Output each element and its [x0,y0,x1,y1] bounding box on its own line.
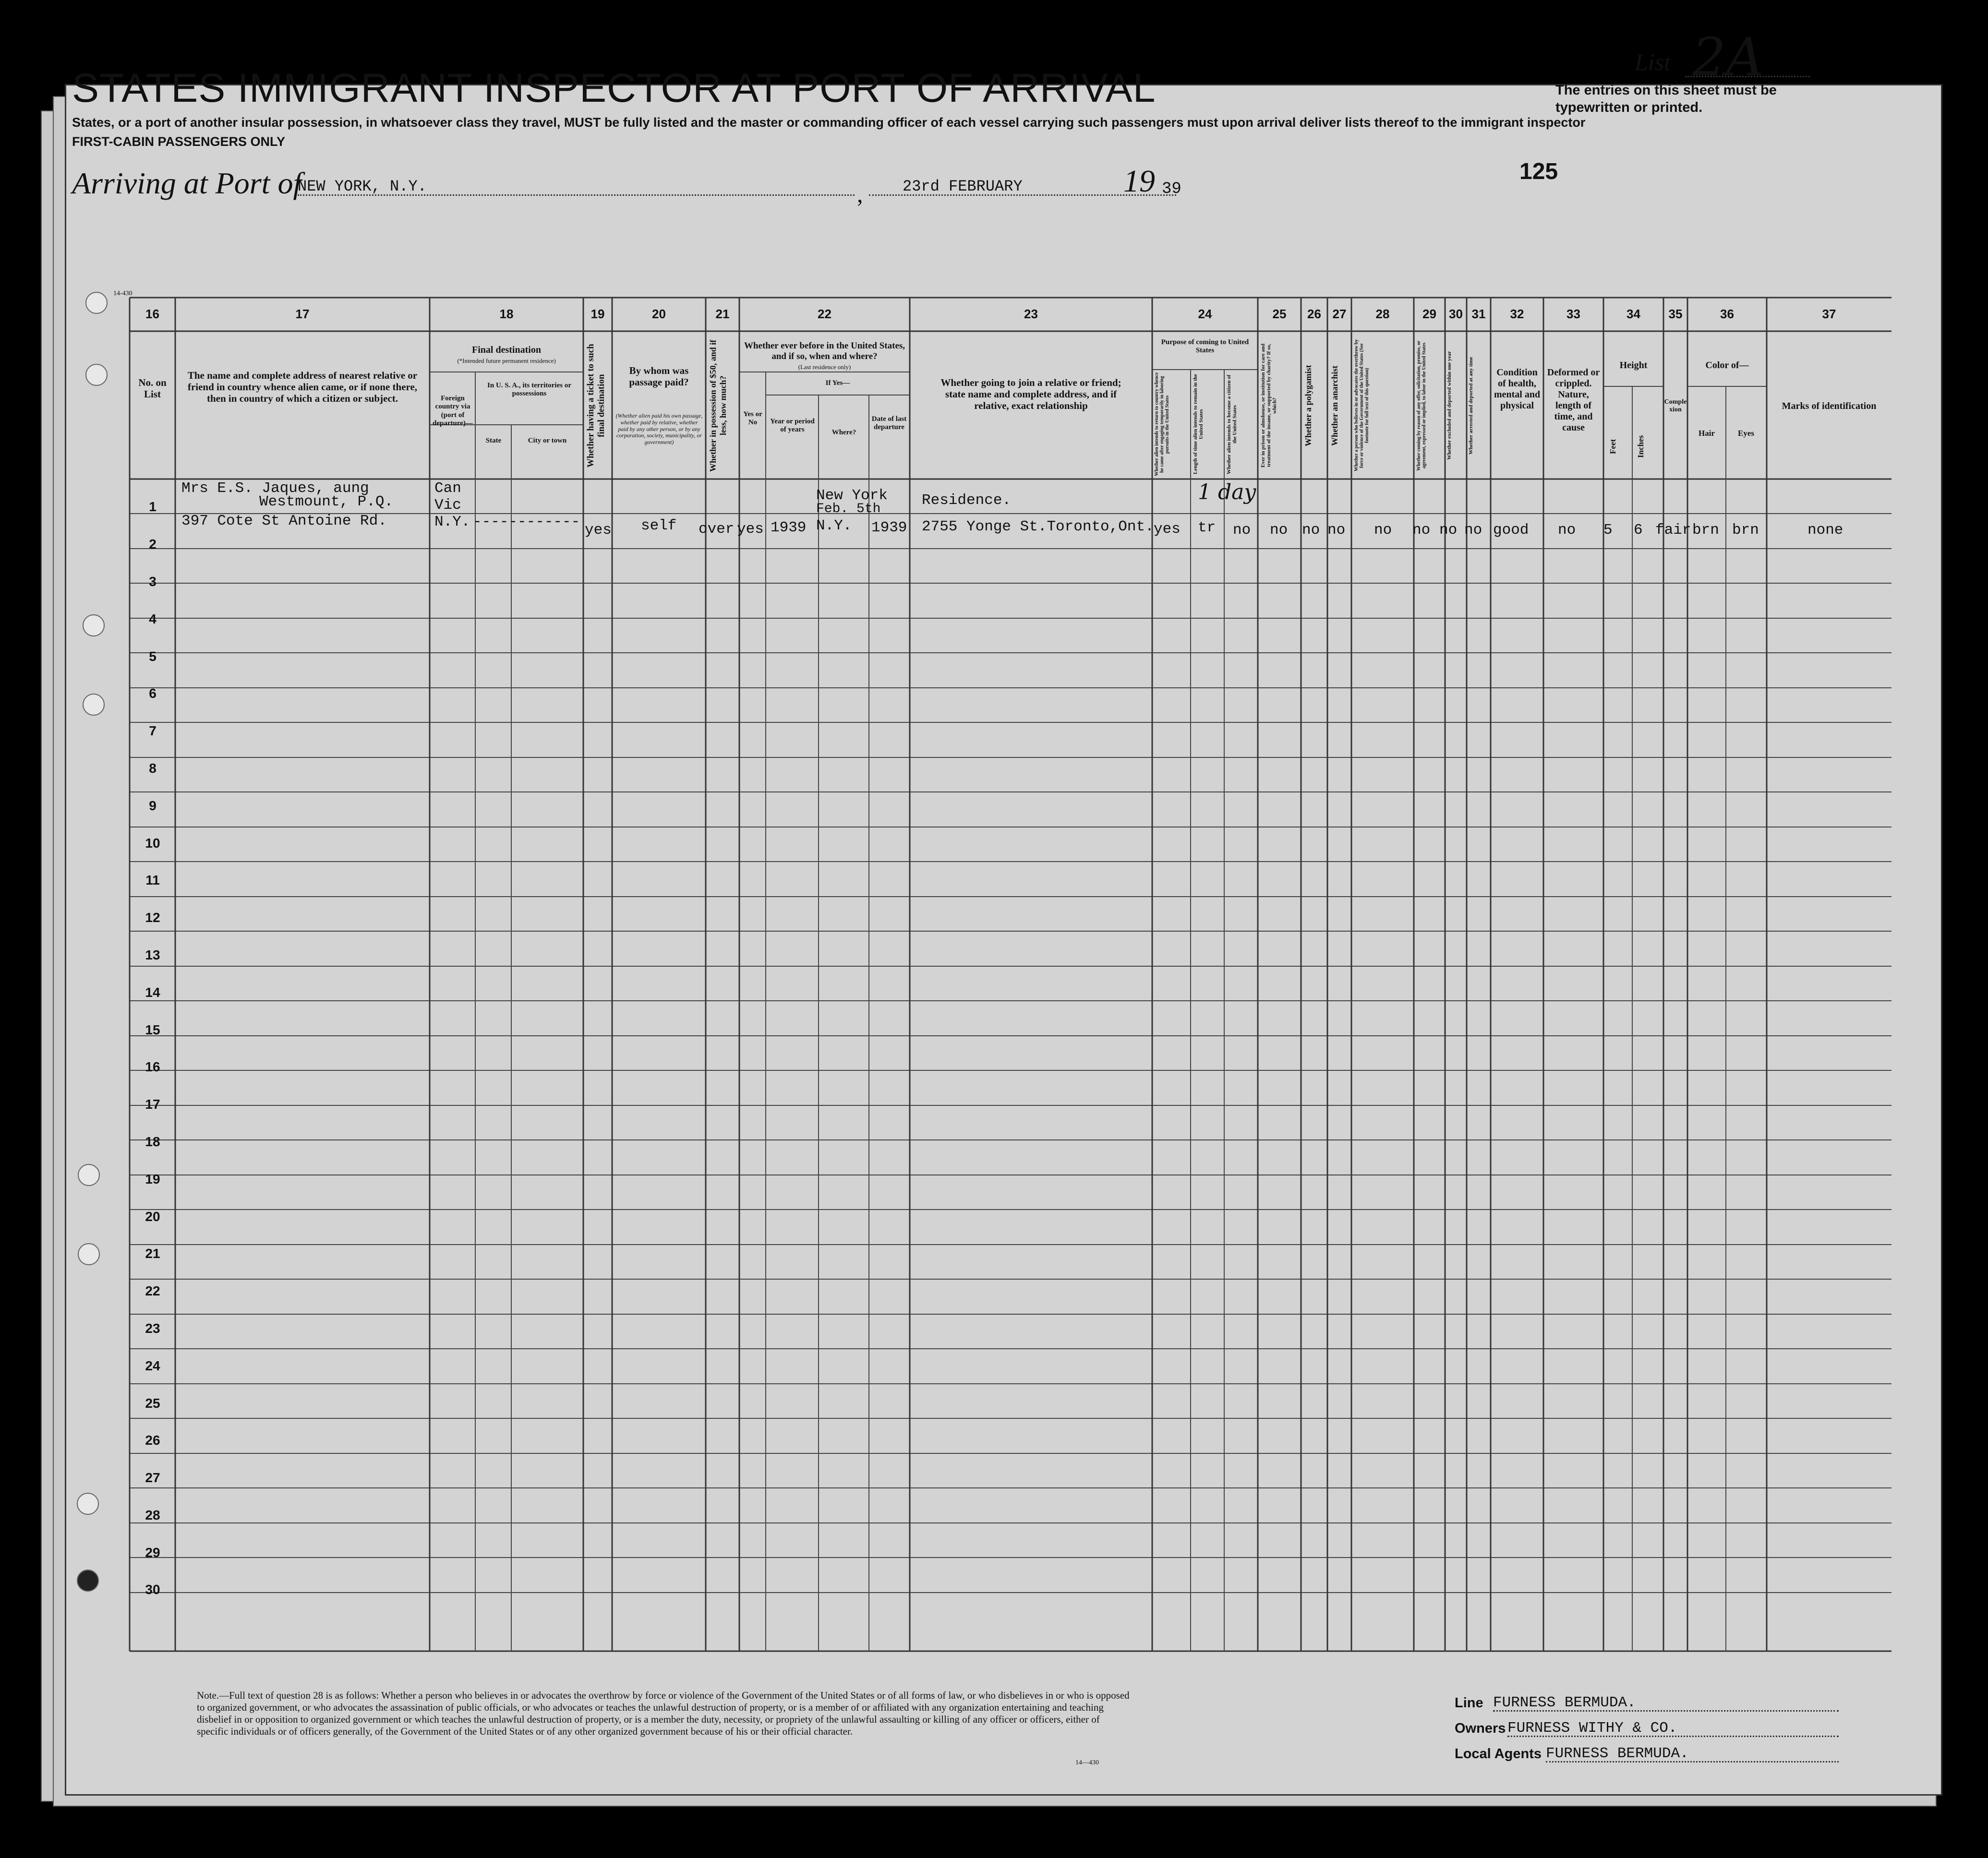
row-number: 13 [145,947,160,962]
header-fifty-dollars: Whether in possession of $50, and if less, how much? [708,339,728,472]
row-number: 4 [149,611,157,626]
row-number: 12 [145,910,160,925]
entry-relative-city: Westmount, P.Q. [259,493,394,510]
header-in-usa: In U. S. A., its territories or possessions [487,382,571,398]
entry-relative-street: 397 Cote St Antoine Rd. [181,513,387,529]
entry-anarchist: no [1327,522,1346,539]
row-number: 10 [145,836,160,851]
header-prison: Ever in prison or almshouse, or institution for care and treatment of the insane, or supported by charity? If so, which? [1260,343,1277,468]
col-num-21: 21 [715,307,730,321]
header-inches: Inches [1636,435,1645,458]
entry-before-yes: yes [737,521,764,538]
entry-deported: no [1464,522,1482,539]
entry-ticket: yes [585,522,612,539]
col-num-18: 18 [499,307,514,321]
entry-passage-paid: self [641,517,677,534]
header-if-yes: If Yes— [825,379,850,387]
row-number: 11 [145,873,160,887]
row-number: 2 [149,537,157,551]
owners-underline [1507,1736,1839,1737]
header-arrested: Whether arrested and deported at any time [1468,357,1474,455]
header-feet: Feet [1608,439,1617,454]
col-num-34: 34 [1627,307,1640,321]
footer-form-code: 14—430 [1075,1759,1099,1766]
row-number: 7 [149,723,157,738]
header-health: Condition of health, mental and physical [1494,367,1541,411]
header-polygamist: Whether a polygamist [1303,365,1313,446]
entry-foreign-via: Vic [434,497,461,514]
col-num-25: 25 [1272,307,1287,321]
entry-marks: none [1807,522,1843,539]
row-number: 24 [145,1358,160,1373]
row-number: 28 [145,1508,160,1522]
entry-before-year: 1939 [771,519,807,536]
agents-value: FURNESS BERMUDA. [1546,1745,1689,1762]
row-number: 19 [145,1172,160,1187]
header-join-relative: Whether going to join a relative or friend; state name and complete address, and if relative, exact relationship [940,377,1121,412]
header-final-destination-sub: (*Intended future permanent residence) [457,357,556,364]
entry-eyes: brn [1732,522,1759,539]
entry-where-state: N.Y. [816,517,852,534]
col-num-19: 19 [590,307,605,321]
entry-health: good [1493,522,1529,539]
col-num-23: 23 [1024,307,1038,321]
arriving-label: Arriving at Port of [72,166,302,200]
header-eyes: Eyes [1738,429,1754,438]
passenger-class: FIRST-CABIN PASSENGERS ONLY [72,134,286,149]
header-last-residence: (Last residence only) [798,363,851,371]
header-overthrow: Whether a person who believes in or advocates the overthrow by force or violence of the Government of the United States (See footnote for full text of this question) [1354,339,1370,472]
entry-inches: 6 [1634,522,1643,539]
header-final-destination: Final destination [472,345,541,355]
col-num-36: 36 [1720,307,1734,321]
entry-deformed: no [1558,522,1576,539]
col-num-33: 33 [1566,307,1580,321]
entry-stay: tr [1198,519,1216,536]
entry-stay-handwritten: 1 day [1198,480,1256,504]
agents-underline [1546,1761,1839,1762]
header-ticket: Whether having a ticket to such final destination [586,344,606,467]
row-number: 3 [149,574,157,589]
col-num-31: 31 [1471,307,1486,321]
header-state: State [485,437,502,444]
entry-feet: 5 [1603,522,1613,539]
line-label: Line [1455,1695,1483,1711]
header-length-stay: Length of time alien intends to remain in the United States [1193,374,1204,475]
col-num-32: 32 [1510,307,1524,321]
header-become-citizen: Whether alien intends to become a citizen of the United States [1226,374,1238,474]
form-code: 14-430 [113,290,133,297]
year-prefix: 19 [1123,164,1155,199]
list-number: 2A [1692,26,1764,88]
entry-foreign-country: Can [434,480,461,497]
col-num-27: 27 [1332,307,1347,321]
row-number: 21 [145,1246,160,1261]
row-number: 20 [145,1209,160,1224]
header-year: Year or period of years [770,418,815,434]
header-no-on-list: No. on List [138,377,167,400]
subtitle-line: States, or a port of another insular possession, in whatsoever class they travel, MUST be fully listed and the master or commanding officer of each vessel carrying such passengers must upon arrival deliver lists thereof to the immigrant inspector [72,115,1586,130]
col-num-29: 29 [1422,307,1436,321]
entry-join-address: 2755 Yonge St.Toronto,Ont. [922,518,1154,535]
entry-destination-dashes: ------------ [473,514,580,530]
row-number: 1 [149,499,157,514]
line-underline [1493,1710,1839,1712]
header-height: Height [1619,360,1648,371]
header-city: City or town [528,437,567,444]
header-labor-offer: Whether coming by reason of any offer, solicitation, promise, or agreement, expressed or implied, to labor in the United States [1416,340,1427,471]
row-number: 27 [145,1470,160,1485]
comma: , [857,180,863,207]
header-where: Where? [831,429,856,436]
header-date-departure: Date of last departure [871,415,907,432]
entry-overthrow: no [1374,522,1392,539]
header-marks: Marks of identification [1782,401,1877,411]
owners-label: Owners [1455,1721,1506,1736]
entry-return: yes [1154,521,1181,538]
row-number: 6 [149,686,157,701]
header-purpose: Purpose of coming to United States [1161,338,1249,355]
entry-money: over [699,521,735,538]
footnote-question-28: Note.—Full text of question 28 is as follows: Whether a person who believes in or advocates the overthrow by force or violence of the Government of the United States or of all forms of law, or who disbelieves in or who is opposed to organized government, or who advocates the assassination of public officials, or who advocates or teaches the unlawful destruction of property, or is a member of or affiliated with any organization entertaining and teaching disbelief in or opposition to organized government or which teaches the unlawful destruction of property, or is a member the duty, necessity, or propriety of the unlawful assaulting or killing of any officer or officers, either of specific individuals or of officers generally, of the Government of the United States or of any other organized government because of his or their official character. [197,1690,1130,1737]
header-complexion: Complexion [1664,398,1687,414]
col-num-35: 35 [1668,307,1683,321]
entries-note: The entries on this sheet must be typewritten or printed. [1555,83,1777,115]
entry-hair: brn [1692,522,1719,539]
col-num-37: 37 [1822,307,1836,321]
header-anarchist: Whether an anarchist [1330,365,1339,446]
entry-citizen: no [1233,522,1251,539]
col-num-28: 28 [1375,307,1390,321]
header-ever-before: Whether ever before in the United States, and if so, when and where? [744,341,905,361]
row-number: 29 [145,1545,160,1560]
header-return-country: Whether alien intends to return to country whence he came after engaging temporarily in laboring pursuits in the United States [1154,372,1170,477]
header-foreign-country: Foreign country via (port of departure)— [433,395,473,427]
header-passage-paid: By whom was passage paid? [629,365,689,388]
row-number: 15 [145,1022,160,1037]
col-num-20: 20 [652,307,666,321]
col-num-26: 26 [1307,307,1321,321]
row-number: 22 [145,1283,160,1298]
entry-excluded: no [1439,522,1458,539]
agents-label: Local Agents [1455,1746,1542,1762]
page-number: 125 [1519,159,1558,184]
row-number: 30 [145,1582,160,1597]
header-relative-address: The name and complete address of nearest relative or friend in country whence alien came, or if none there, then in country of which a citizen or subject. [187,370,418,405]
header-hair: Hair [1699,429,1715,438]
col-num-16: 16 [145,307,159,321]
date-value: 23rd FEBRUARY [903,178,1023,195]
row-number: 16 [145,1059,160,1074]
row-number: 25 [145,1396,160,1411]
entry-where-city: New York [816,487,888,504]
header-yes-or-no: Yes or No [743,410,762,427]
entry-complexion: fair [1655,522,1691,539]
header-color-of: Color of— [1705,360,1749,371]
entry-labor-offer: no [1412,522,1431,539]
header-passage-paid-sub: (Whether alien paid his own passage, whether paid by relative, whether paid by any other person, or by any corporation, society, municipality, or government) [615,412,703,446]
col-num-17: 17 [295,307,310,321]
col-num-24: 24 [1198,307,1212,321]
entry-polygamist: no [1302,522,1320,539]
entry-foreign-port: N.Y. [434,514,470,530]
row-number: 18 [145,1134,160,1149]
header-excluded: Whether excluded and deported within one year [1446,351,1452,460]
row-number: 8 [149,761,157,776]
entry-relative-name: Mrs E.S. Jaques, aung [181,480,369,497]
row-number: 17 [145,1097,160,1112]
col-num-30: 30 [1449,307,1463,321]
row-number: 14 [145,985,160,1000]
row-number: 26 [145,1433,160,1448]
row-number: 9 [149,798,157,813]
page-title: STATES IMMIGRANT INSPECTOR AT PORT OF ARRIVAL [72,65,1156,110]
entry-departure-year: 1939 [871,519,907,536]
owners-value: FURNESS WITHY & CO. [1507,1720,1677,1737]
row-number: 23 [145,1321,160,1336]
row-number: 5 [149,649,157,664]
col-num-22: 22 [818,307,831,321]
list-label: List [1635,48,1671,75]
entry-join-residence: Residence. [922,492,1012,509]
entry-where-date: Feb. 5th [816,502,881,516]
line-value: FURNESS BERMUDA. [1493,1694,1636,1711]
port-value: NEW YORK, N.Y. [298,178,427,195]
entry-prison: no [1270,522,1288,539]
year-suffix: 39 [1162,180,1181,198]
header-deformed: Deformed or crippled. Nature, length of time, and cause [1547,367,1600,433]
